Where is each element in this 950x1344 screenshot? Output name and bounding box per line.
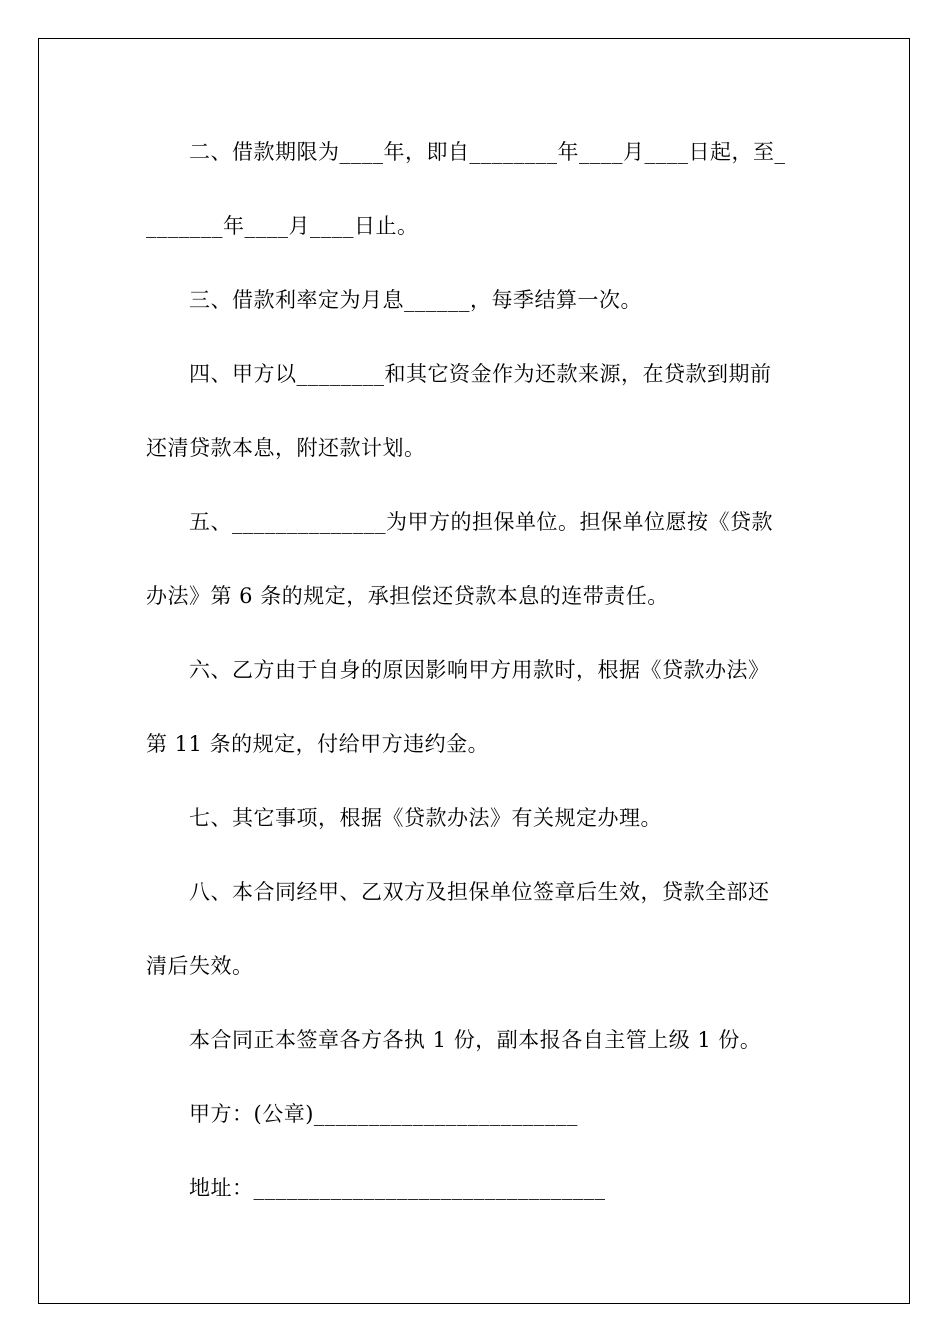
clause-5-line-1: 五、______________为甲方的担保单位。担保单位愿按《贷款 [189,510,773,534]
clause-4-line-2: 还清贷款本息，附还款计划。 [146,436,426,460]
clause-7: 七、其它事项，根据《贷款办法》有关规定办理。 [189,806,662,830]
clause-6-line-1: 六、乙方由于自身的原因影响甲方用款时，根据《贷款办法》 [189,658,770,682]
party-a-seal: 甲方：(公章)________________________ [189,1102,578,1126]
copies-note: 本合同正本签章各方各执 1 份，副本报各自主管上级 1 份。 [189,1028,762,1052]
clause-6-line-2: 第 11 条的规定，付给甲方违约金。 [146,732,490,756]
clause-5-line-2: 办法》第 6 条的规定，承担偿还贷款本息的连带责任。 [146,584,669,608]
clause-8-line-1: 八、本合同经甲、乙双方及担保单位签章后生效，贷款全部还 [189,880,770,904]
clause-3: 三、借款利率定为月息______，每季结算一次。 [189,288,642,312]
address: 地址：________________________________ [189,1176,606,1200]
document-body [146,130,806,1240]
clause-2-line-1: 二、借款期限为____年，即自________年____月____日起，至_ [189,140,786,164]
clause-2-line-2: _______年____月____日止。 [146,214,419,238]
clause-4-line-1: 四、甲方以________和其它资金作为还款来源，在贷款到期前 [189,362,772,386]
clause-8-line-2: 清后失效。 [146,954,254,978]
